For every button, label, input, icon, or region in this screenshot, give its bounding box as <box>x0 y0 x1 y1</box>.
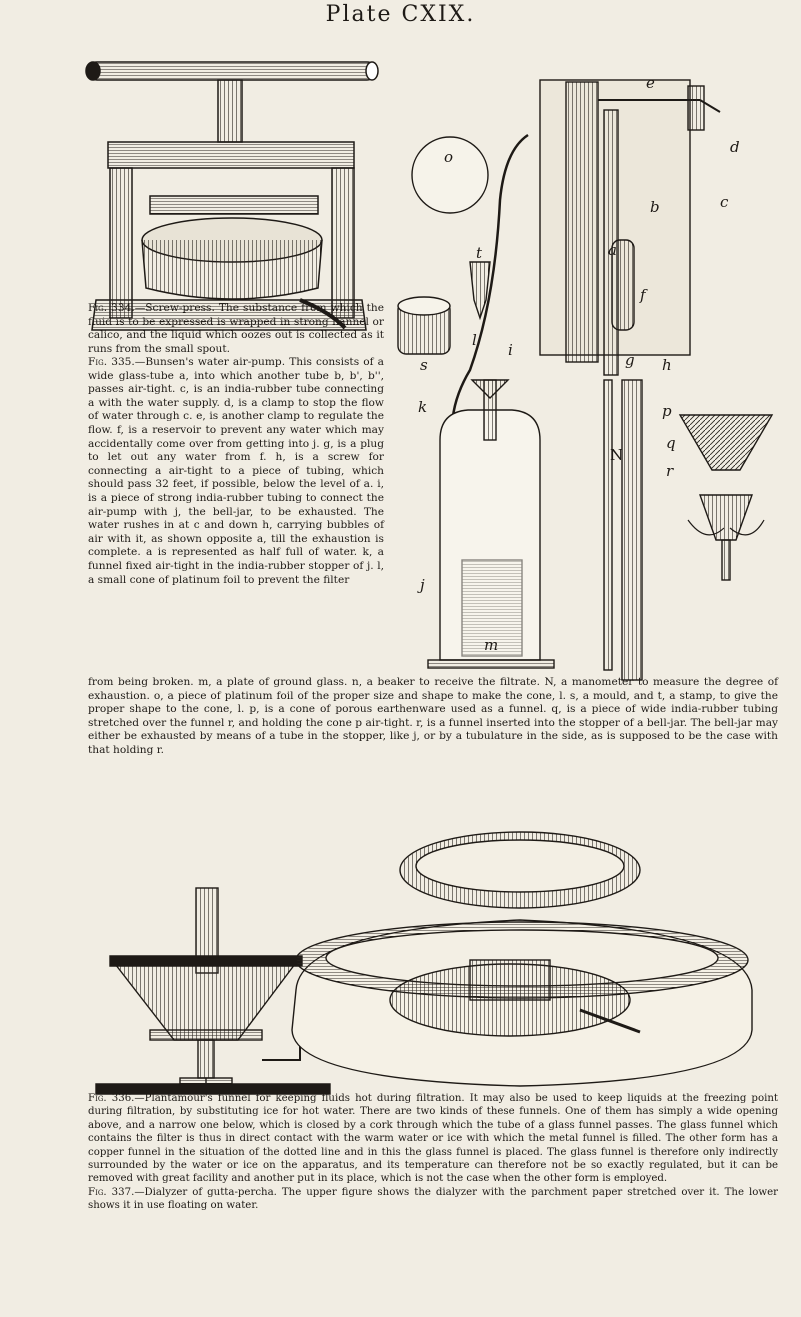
plantamour-funnel-figure <box>110 888 302 1088</box>
letter-a: a <box>608 241 617 259</box>
fig-334-label: Fig. 334. <box>88 302 135 314</box>
letter-t: t <box>476 244 483 262</box>
fig-336-label: Fig. 336. <box>88 1093 135 1104</box>
screw-press-figure <box>86 62 378 330</box>
letter-m: m <box>484 636 499 654</box>
fig-335-label: Fig. 335. <box>88 356 135 368</box>
fig-335-text-part1: —Bunsen's water air-pump. This consists of a wide glass-tube a, into which another tube b, b', b'', passes air-tight. c, is an india-rubber tube connecting a with the water supply. d, is a clamp to stop the flow of water through c. e, is another clamp to regulate the flow. f, is a reservoir to prevent any water which may accidentally come over from getting into j. g, is a plug to let out any water from f. h, is a screw for connecting a air-tight to a piece of tubing, which should pass 32 feet, if possible, below the level of a. i, is a piece of strong india-rubber tubing to connect the air-pump with j, the bell-jar, to be exhausted. The water rushes in at c and down h, carrying bubbles of air with it, as shown opposite a, till the exhaustion is complete. a is represented as half full of water. k, a funnel fixed air-tight in the india-rubber stopper of j. l, a small cone of platinum foil to prevent the filter <box>88 356 384 586</box>
letter-e: e <box>646 74 655 92</box>
letter-b: b <box>650 198 660 216</box>
fig-336-text: —Plantamour's funnel for keeping fluids hot during filtration. It may also be used to keep liquids at the freezing point during filtration, by substituting ice for hot water. There are two kinds of these funnels. One of them has simply a wide opening above, and a narrow one below, which is closed by a cork through which the tube of a glass funnel passes. The glass funnel which contains the filter is thus in direct contact with the warm water or ice with which the metal funnel is filled. The other form has a copper funnel in the situation of the dotted line and in this the glass funnel is placed. The glass funnel is therefore only indirectly surrounded by the water or ice on the apparatus, and its temperature can therefore not be so exactly regulated, but it can be removed with great facility and another put in its place, which is not the case when the other form is employed. <box>88 1093 778 1185</box>
caption-fig-336-337 <box>88 1092 778 1213</box>
letter-l: l <box>472 331 477 349</box>
fig-334-text: —Screw-press. The substance from which the fluid is to be expressed is wrapped in strong flannel or calico, and the liquid which oozes out is collected as it runs from the small spout. <box>88 302 385 355</box>
fig-337-label: Fig. 337. <box>88 1186 135 1198</box>
letter-f: f <box>640 286 646 304</box>
caption-fig-334 <box>88 302 384 356</box>
letter-r: r <box>666 462 674 480</box>
letter-p: p <box>662 402 672 420</box>
caption-fig-335-part1 <box>88 356 384 587</box>
letter-j: j <box>420 576 425 594</box>
letter-d: d <box>730 138 740 156</box>
fig-335-text-part2: from being broken. m, a plate of ground glass. n, a beaker to receive the filtrate. N, a manometer to measure the degree of exhaustion. o, a piece of platinum foil of the proper size and shape to make the cone, l. s, a mould, and t, a stamp, to give the proper shape to the cone, l. p, is a cone of porous earthenware used as a funnel. q, is a piece of wide india-rubber tubing stretched over the funnel r, and holding the cone p air-tight. r, is a funnel inserted into the stopper of a bell-jar. The bell-jar may either be exhausted by means of a tube in the stopper, like j, or by a tubulature in the side, as is supposed to be the case with that holding r. <box>88 676 778 756</box>
bunsen-pump-figure <box>398 80 772 680</box>
letter-c: c <box>720 193 729 211</box>
letter-s: s <box>420 356 428 374</box>
letter-i: i <box>508 341 513 359</box>
letter-h: h <box>662 356 672 374</box>
plate-title: Plate CXIX. <box>325 2 476 27</box>
letter-o: o <box>444 148 454 166</box>
letter-g: g <box>625 351 635 369</box>
letter-N: N <box>610 446 624 464</box>
caption-fig-335-part2 <box>88 676 778 758</box>
fig-337-text: —Dialyzer of gutta-percha. The upper figure shows the dialyzer with the parchment paper stretched over it. The lower shows it in use floating on water. <box>88 1186 778 1212</box>
letter-k: k <box>418 398 428 416</box>
letter-q: q <box>666 434 676 452</box>
